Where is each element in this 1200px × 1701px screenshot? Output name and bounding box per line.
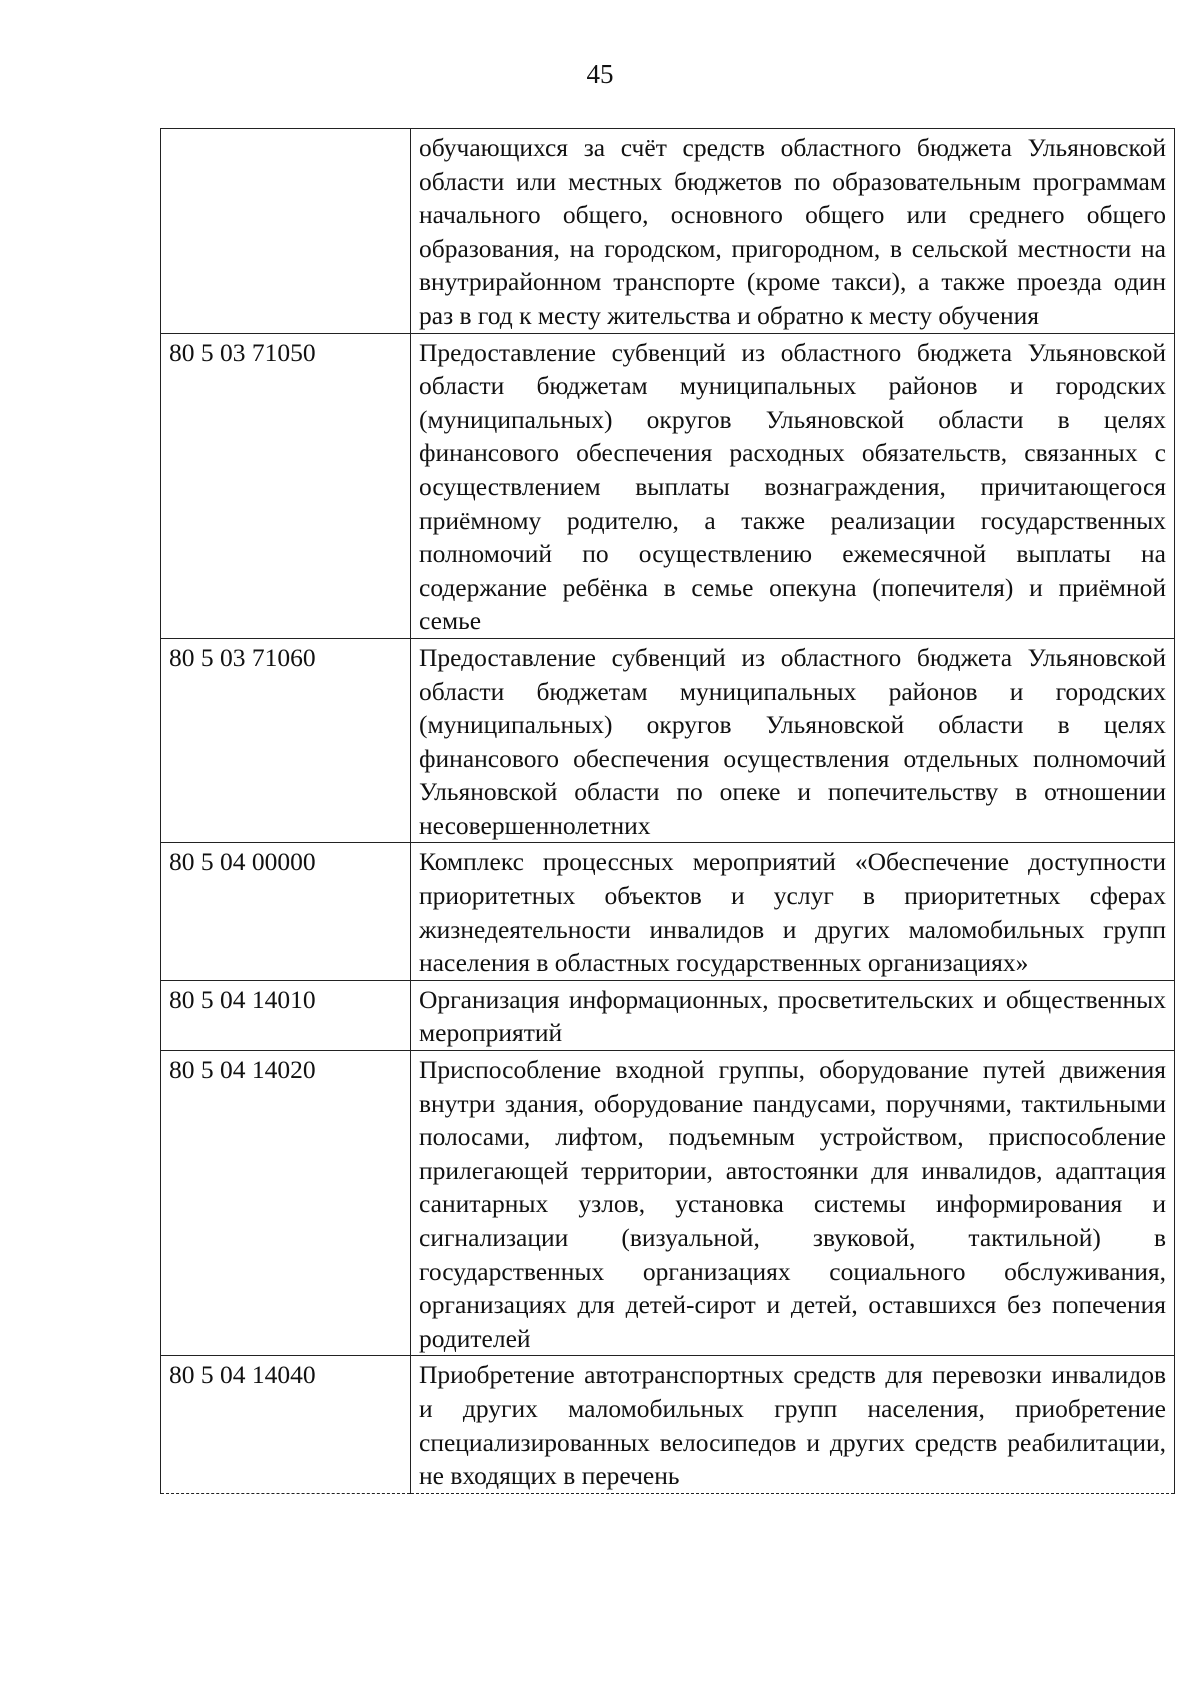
table-row <box>161 129 1175 334</box>
table-row <box>161 333 1175 638</box>
code-cell: 80 5 03 71060 <box>161 638 411 843</box>
description-cell: Приобретение автотранспортных средств для перевозки инвалидов и других маломобильных групп населения, приобретение специализированных велосипедов и других средств реабилитации, не входящих в перечень <box>411 1356 1175 1493</box>
code-cell: 80 5 04 14010 <box>161 980 411 1050</box>
budget-classification-table <box>160 128 1175 1494</box>
description-cell: Предоставление субвенций из областного бюджета Ульяновской области бюджетам муниципальных районов и городских (муниципальных) округов Ульяновской области в целях финансового обеспечения расходных обязательств, связанных с осуществлением выплаты вознаграждения, причитающегося приёмному родителю, а также реализации государственных полномочий по осуществлению ежемесячной выплаты на содержание ребёнка в семье опекуна (попечителя) и приёмной семье <box>411 333 1175 638</box>
code-cell <box>161 129 411 334</box>
table-row <box>161 980 1175 1050</box>
description-cell: Комплекс процессных мероприятий «Обеспечение доступности приоритетных объектов и услуг в приоритетных сферах жизнедеятельности инвалидов и других маломобильных групп населения в областных государственных организациях» <box>411 843 1175 980</box>
description-cell: обучающихся за счёт средств областного бюджета Ульяновской области или местных бюджетов по образовательным программам начального общего, основного общего или среднего общего образования, на городском, пригородном, в сельской местности на внутрирайонном транспорте (кроме такси), а также проезда один раз в год к месту жительства и обратно к месту обучения <box>411 129 1175 334</box>
code-cell: 80 5 04 14040 <box>161 1356 411 1493</box>
table-row <box>161 1051 1175 1356</box>
page-number: 45 <box>586 59 614 89</box>
description-cell: Приспособление входной группы, оборудование путей движения внутри здания, оборудование пандусами, поручнями, тактильными полосами, лифтом, подъемным устройством, приспособление прилегающей территории, автостоянки для инвалидов, адаптация санитарных узлов, установка системы информирования и сигнализации (визуальной, звуковой, тактильной) в государственных организациях социального обслуживания, организациях для детей-сирот и детей, оставшихся без попечения родителей <box>411 1051 1175 1356</box>
table-row <box>161 843 1175 980</box>
code-cell: 80 5 04 00000 <box>161 843 411 980</box>
table-row <box>161 638 1175 843</box>
description-cell: Предоставление субвенций из областного бюджета Ульяновской области бюджетам муниципальных районов и городских (муниципальных) округов Ульяновской области в целях финансового обеспечения осуществления отдельных полномочий Ульяновской области по опеке и попечительству в отношении несовершеннолетних <box>411 638 1175 843</box>
code-cell: 80 5 04 14020 <box>161 1051 411 1356</box>
table-row <box>161 1356 1175 1493</box>
description-cell: Организация информационных, просветительских и общественных мероприятий <box>411 980 1175 1050</box>
code-cell: 80 5 03 71050 <box>161 333 411 638</box>
